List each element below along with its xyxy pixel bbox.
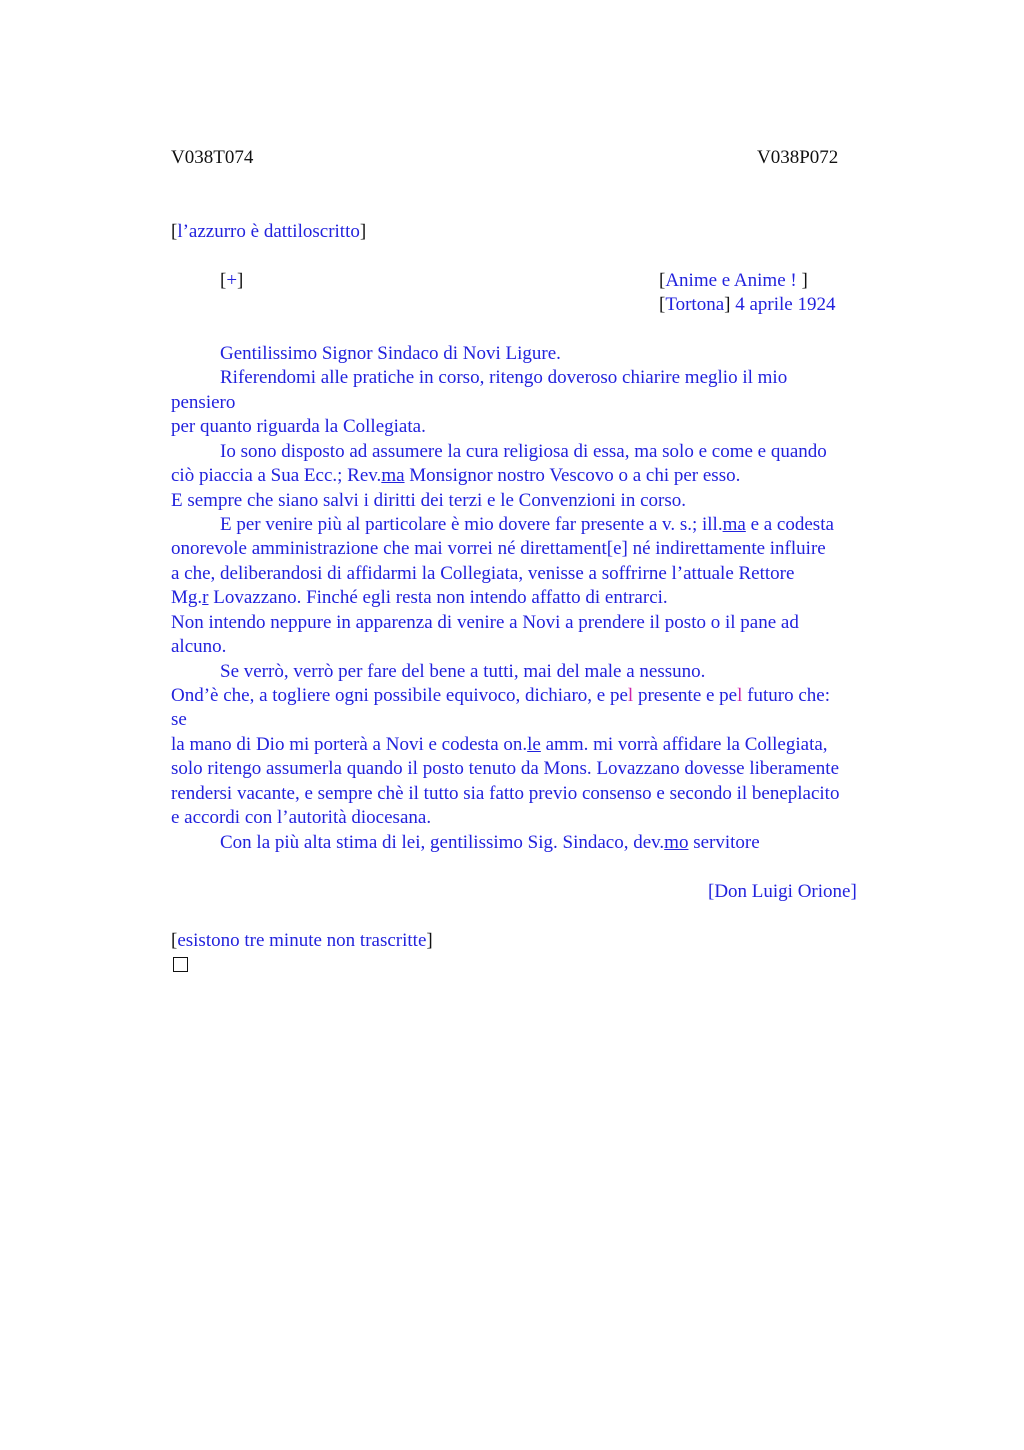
correction-mark: l — [737, 685, 743, 706]
body-line: Mg.r Lovazzano. Finché egli resta non intendo affatto di entrarci. — [171, 587, 668, 608]
body-line: Io sono disposto ad assumere la cura religiosa di essa, ma solo e come e quando — [220, 441, 827, 462]
body-line: Ond’è che, a togliere ogni possibile equivoco, dichiaro, e pel presente e pel futuro che: — [171, 685, 830, 706]
motto: [Anime e Anime ! ] — [659, 270, 808, 291]
body-line: a che, deliberandosi di affidarmi la Collegiata, venisse a soffrirne l’attuale Rettore — [171, 563, 795, 584]
body-line: per quanto riguarda la Collegiata. — [171, 416, 426, 437]
signature: [Don Luigi Orione] — [708, 881, 857, 902]
body-line: E sempre che siano salvi i diritti dei terzi e le Convenzioni in corso. — [171, 490, 686, 511]
salutation: Gentilissimo Signor Sindaco di Novi Ligure. — [220, 343, 561, 364]
correction-mark: l — [627, 685, 634, 706]
body-line: e accordi con l’autorità diocesana. — [171, 807, 432, 828]
body-line: ciò piaccia a Sua Ecc.; Rev.ma Monsignor nostro Vescovo o a chi per esso. — [171, 465, 741, 486]
editorial-note-bottom: [esistono tre minute non trascritte] — [171, 930, 433, 951]
body-line: solo ritengo assumerla quando il posto tenuto da Mons. Lovazzano dovesse liberamente — [171, 758, 840, 779]
body-line: alcuno. — [171, 636, 227, 657]
archive-code-right: V038P072 — [757, 147, 839, 168]
end-marker-square-icon — [173, 957, 188, 972]
body-line: se — [171, 709, 187, 730]
body-line: Non intendo neppure in apparenza di venire a Novi a prendere il posto o il pane ad — [171, 612, 799, 633]
body-line: pensiero — [171, 392, 236, 413]
closing-line: Con la più alta stima di lei, gentilissimo Sig. Sindaco, dev.mo servitore — [220, 832, 760, 853]
dateline: [Tortona] 4 aprile 1924 — [659, 294, 836, 315]
body-line: E per venire più al particolare è mio dovere far presente a v. s.; ill.ma e a codesta — [220, 514, 834, 535]
body-line: la mano di Dio mi porterà a Novi e codesta on.le amm. mi vorrà affidare la Collegiata, — [171, 734, 828, 755]
archive-code-left: V038T074 — [171, 147, 254, 168]
body-line: onorevole amministrazione che mai vorrei né direttament[e] né indirettamente influire — [171, 538, 826, 559]
editorial-note-top: [l’azzurro è dattiloscritto] — [171, 221, 367, 242]
cross-mark: [+] — [220, 270, 244, 291]
body-line: rendersi vacante, e sempre chè il tutto sia fatto previo consenso e secondo il beneplacito — [171, 783, 840, 804]
body-line: Se verrò, verrò per fare del bene a tutti, mai del male a nessuno. — [220, 661, 706, 682]
body-line: Riferendomi alle pratiche in corso, ritengo doveroso chiarire meglio il mio — [220, 367, 788, 388]
